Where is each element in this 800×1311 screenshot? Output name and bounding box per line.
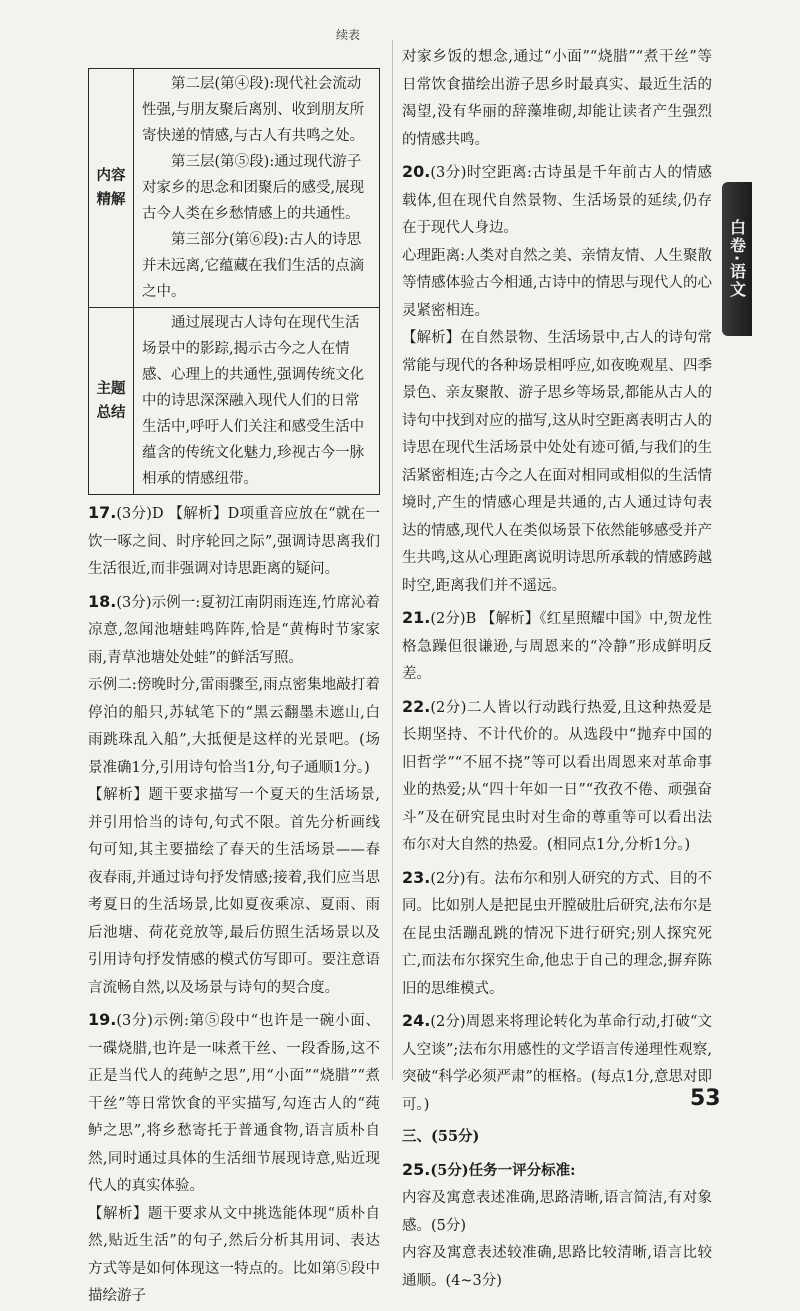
answer-item (402, 864, 712, 1004)
answer-item (402, 604, 712, 689)
answer-paragraph (402, 1185, 712, 1240)
answer-item (402, 693, 712, 860)
answer-text: (5分)任务一评分标准: (430, 1161, 576, 1179)
answer-paragraph (402, 1156, 712, 1186)
table-row (89, 69, 380, 308)
answer-item (402, 1123, 712, 1152)
answer-paragraph (88, 1201, 380, 1311)
question-number: 25. (402, 1159, 431, 1179)
answer-paragraph (402, 1123, 712, 1152)
answer-paragraph (88, 588, 380, 673)
question-number: 21. (402, 608, 431, 627)
answer-item (402, 1156, 712, 1296)
answer-paragraph (402, 1240, 712, 1295)
answer-text: (3分)示例:第⑤段中“也许是一碗小面、一碟烧腊,也许是一味煮干丝、一段香肠,这不正是当代人的莼鲈之思”,用“小面”“烧腊”“煮干丝”等日常饮食的平实描写,勾连古人的“莼鲈之思”,将乡愁寄托于普通食物,语言质朴自然,同时通过具体的生活细节展现诗意,贴近现代人的真实体验。 (88, 1013, 380, 1194)
answer-paragraph (402, 325, 712, 600)
question-number: 23. (402, 867, 431, 887)
answer-paragraph (402, 158, 712, 243)
answer-text: 内容及寓意表述较准确,思路比较清晰,语言比较通顺。(4~3分) (402, 1245, 712, 1289)
answer-text: 【解析】题干要求描写一个夏天的生活场景,并引用恰当的诗句,句式不限。首先分析画线句可知,其主要描绘了春天的生活场景——春夜春雨,并通过诗句抒发情感;接着,我们应当思考夏日的生活场景,比如夏夜乘凉、夏雨、雨后池塘、荷花竞放等,最后仿照生活场景以及引用诗句抒发情感的模式仿写即可。要注意语言流畅自然,以及场景与诗句的契合度。 (88, 787, 380, 996)
answer-text: (2分)周恩来将理论转化为革命行动,打破“文人空谈”;法布尔用感性的文学语言传递理性观察,突破“科学必须严肃”的框格。(每点1分,意思对即可。) (402, 1014, 712, 1113)
answer-item (402, 44, 712, 154)
subject-side-tab: 白卷·语文 (722, 182, 752, 336)
table-paragraph: 第二层(第④段):现代社会流动性强,与朋友聚后离别、收到朋友所寄快递的情感,与古人有共鸣之处。 (142, 76, 365, 144)
answer-text: 对家乡饭的想念,通过“小面”“烧腊”“煮干丝”等日常饮食描绘出游子思乡时最真实、最近生活的渴望,没有华丽的辞藻堆砌,却能让读者产生强烈的情感共鸣。 (402, 49, 712, 148)
left-answers (88, 499, 380, 1311)
question-number: 19. (88, 1010, 117, 1029)
table-row-content (134, 308, 380, 495)
answer-text: (3分)D 【解析】D项重音应放在“就在一饮一啄之间、时序轮回之际”,强调诗思离我们生活很近,而非强调对诗思距离的疑问。 (88, 506, 380, 577)
answer-text: (2分)二人皆以行动践行热爱,且这种热爱是长期坚持、不计代价的。从选段中“抛弃中国的旧哲学”“不屈不挠”等可以看出周恩来对革命事业的热爱;从“四十年如一日”“孜孜不倦、顽强奋斗”及在研究昆虫时对生命的尊重等可以看出法布尔对大自然的热爱。(相同点1分,分析1分。) (402, 699, 712, 853)
answer-item (88, 499, 380, 584)
answer-text: (3分)时空距离:古诗虽是千年前古人的情感载体,但在现代自然景物、生活场景的延续,仍存在于现代人身边。 (402, 165, 712, 236)
answer-paragraph (402, 1007, 712, 1119)
answer-paragraph (402, 604, 712, 689)
question-number: 24. (402, 1011, 431, 1030)
table-paragraph: 第三部分(第⑥段):古人的诗思并未远离,它蕴藏在我们生活的点滴之中。 (142, 232, 365, 300)
right-answers (402, 44, 712, 1295)
answer-text: 心理距离:人类对自然之美、亲情友情、人生聚散等情感体验古今相通,古诗中的情思与现代人的心灵紧密相连。 (402, 247, 712, 319)
answer-item (88, 588, 380, 1003)
content-summary-table (88, 68, 380, 495)
question-number: 22. (402, 696, 431, 716)
answer-paragraph (402, 44, 712, 154)
answer-text: 内容及寓意表述准确,思路清晰,语言简洁,有对象感。(5分) (402, 1190, 712, 1234)
continued-label: 续表 (336, 28, 361, 42)
answer-item (88, 1006, 380, 1311)
table-row (89, 308, 380, 495)
table-paragraph: 第三层(第⑤段):通过现代游子对家乡的思念和团聚后的感受,展现古今人类在乡愁情感上的共通性。 (142, 154, 365, 222)
answer-paragraph (402, 693, 712, 860)
answer-text: (3分)示例一:夏初江南阴雨连连,竹席沁着凉意,忽闻池塘蛙鸣阵阵,恰是“黄梅时节家家雨,青草池塘处处蛙”的鲜活写照。 (88, 594, 380, 666)
table-row-label: 主题总结 (89, 308, 134, 495)
answer-text: (2分)B 【解析】《红星照耀中国》中,贺龙性格急躁但很谦逊,与周恩来的“冷静”形成鲜明反差。 (402, 611, 712, 682)
answer-text: 示例二:傍晚时分,雷雨骤至,雨点密集地敲打着停泊的船只,苏轼笔下的“黑云翻墨未遮山,白雨跳珠乱入船”,大抵便是这样的光景吧。(场景准确1分,引用诗句恰当1分,句子通顺1分。) (88, 677, 380, 776)
answer-paragraph (402, 243, 712, 326)
answer-text: (2分)有。法布尔和别人研究的方式、目的不同。比如别人是把昆虫开膛破肚后研究,法布尔是在昆虫活蹦乱跳的情况下进行研究;别人探究死亡,而法布尔探究生命,他忠于自己的理念,摒弃陈旧的思维模式。 (402, 870, 712, 997)
answer-text: 【解析】题干要求从文中挑选能体现“质朴自然,贴近生活”的句子,然后分析其用词、表达方式等是如何体现这一特点的。比如第⑤段中描绘游子 (88, 1205, 380, 1304)
answer-item (402, 158, 712, 600)
table-row-content (134, 69, 380, 308)
table-row-label: 内容精解 (89, 69, 134, 308)
question-number: 20. (402, 162, 431, 181)
answer-paragraph (88, 1006, 380, 1201)
answer-paragraph (88, 499, 380, 584)
answer-item (402, 1007, 712, 1119)
right-column (402, 40, 712, 1295)
table-paragraph: 通过展现古人诗句在现代生活场景中的影踪,揭示古今之人在情感、心理上的共通性,强调传统文化中的诗思深深融入现代人们的日常生活中,呼吁人们关注和感受生活中蕴含的传统文化魅力,珍视古今一脉相承的情感纽带。 (142, 315, 365, 487)
answer-paragraph (88, 672, 380, 782)
answer-text: 三、(55分) (402, 1128, 480, 1145)
answer-paragraph (402, 864, 712, 1004)
left-column (88, 40, 380, 1311)
answer-text: 【解析】在自然景物、生活场景中,古人的诗句常常能与现代的各种场景相呼应,如夜晚观星、四季景色、亲友聚散、游子思乡等场景,都能从古人的诗句中找到对应的描写,这从时空距离表明古人的诗思在现代生活场景中处处有迹可循,与我们的生活紧密相连;古今之人在面对相同或相似的生活情境时,产生的情感心理是共通的,古人通过诗句表达的情感,现代人在类似场景下依然能够感受并产生共鸣,这从心理距离说明诗思所承载的情感跨越时空,距离我们并不遥远。 (402, 330, 712, 594)
question-number: 18. (88, 591, 117, 611)
question-number: 17. (88, 503, 117, 522)
answer-paragraph (88, 782, 380, 1002)
column-divider (392, 40, 393, 1080)
page-number: 53 (690, 1086, 721, 1111)
